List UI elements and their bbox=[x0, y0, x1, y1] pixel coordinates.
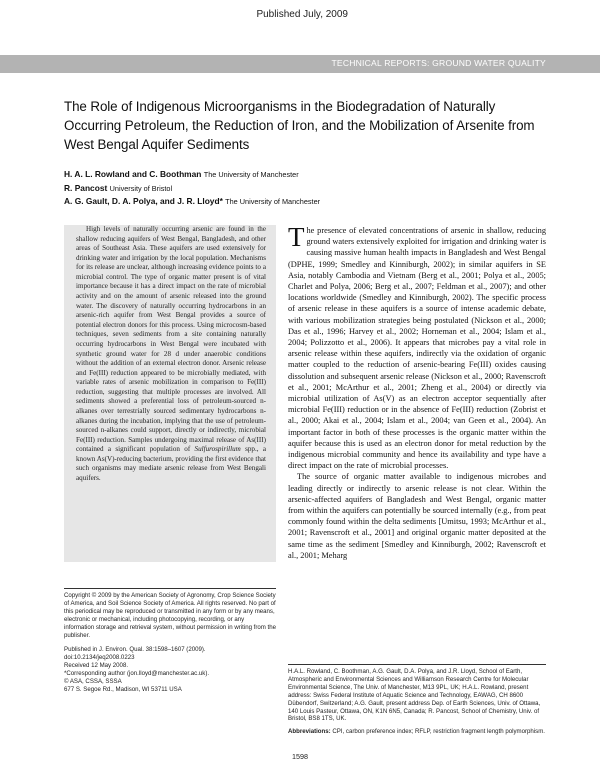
society-line: © ASA, CSSA, SSSA bbox=[64, 678, 122, 686]
citation-line: Published in J. Environ. Qual. 38:1598–1607 (2009). bbox=[64, 646, 206, 654]
author-affiliation: The University of Manchester bbox=[225, 197, 321, 206]
author-names: A. G. Gault, D. A. Polya, and J. R. Lloyd* bbox=[64, 196, 223, 206]
affiliation-footnote bbox=[288, 664, 546, 736]
section-banner bbox=[0, 55, 600, 73]
body-paragraph-2: The source of organic matter available to indigenous microbes and leading directly or indirectly to arsenic release is not clear. Within the arsenic-affected aquifers of Bangladesh and West Bengal, organic matter from within the aquifers can potentially be sourced internally (e.g., from peat commonly found within the delta sediments [Umitsu, 1993; McArthur et al., 2001; Ravenscroft et al., 2001] and original organic matter deposited at the same time as the sediment [Smedley and Kinniburgh, 2002; Ravenscroft et al., 2001; Meharg bbox=[288, 472, 546, 560]
abstract-box bbox=[64, 225, 276, 562]
abstract-part-1: High levels of naturally occurring arsenic are found in the shallow reducing aquifers of West Bengal, Bangladesh, and other areas of Southeast Asia. These aquifers are used extensively for drinking water and irrigation by the local population. Mechanisms for its release are unclear, although increasing evidence points to a microbial control. The type of organic matter present is of vital importance because it has a direct impact on the rate of microbial activity and on the amount of arsenic released into the ground water. The discovery of naturally occurring hydrocarbons in an arsenic-rich aquifer from West Bengal provides a source of potential electron donors for this process. Using microcosm-based techniques, seven sediments from a site containing naturally occurring hydrocarbons in West Bengal were incubated with synthetic ground water for 28 d under anaerobic conditions without the addition of an external electron donor. Arsenic release and Fe(III) reduction appeared to be microbially mediated, with variable rates of arsenic mobilization in comparison to Fe(III) reduction, suggesting that multiple processes are involved. All sediments showed a preferential loss of petroleum-sourced n-alkanes over terrestrially sourced sedimentary hydrocarbons n-alkanes during the incubation, implying that the use of petroleum-sourced n-alkanes could support, directly or indirectly, microbial Fe(III) reduction. Samples undergoing maximal release of As(III) contained a significant population of bbox=[76, 225, 266, 454]
abbreviations-label: Abbreviations: bbox=[288, 728, 331, 736]
drop-cap: T bbox=[288, 222, 305, 252]
page-number: 1598 bbox=[292, 752, 308, 761]
copyright-notice bbox=[64, 588, 276, 694]
section-label: TECHNICAL REPORTS: GROUND WATER QUALITY bbox=[331, 58, 546, 68]
author-affiliation: The University of Manchester bbox=[203, 170, 299, 179]
doi-line: doi:10.2134/jeq2008.0223 bbox=[64, 654, 135, 662]
author-line bbox=[64, 195, 364, 209]
author-line bbox=[64, 168, 364, 182]
main-body bbox=[288, 222, 546, 561]
published-date: Published July, 2009 bbox=[256, 9, 348, 20]
corresponding-author-line: *Corresponding author (jon.lloyd@manchester.ac.uk). bbox=[64, 670, 210, 678]
abstract-part-2: spp., a known As(V)-reducing bacterium, providing the first evidence that such organisms may mediate arsenic release from West Bengali aquifers. bbox=[76, 445, 266, 483]
abstract-text bbox=[76, 225, 266, 484]
address-line: 677 S. Segoe Rd., Madison, WI 53711 USA bbox=[64, 685, 182, 693]
abstract-organism: Sulfurospirillum bbox=[194, 445, 241, 454]
body-paragraph bbox=[288, 222, 546, 471]
author-names: R. Pancost bbox=[64, 182, 108, 193]
affiliation-text: H.A.L. Rowland, C. Boothman, A.G. Gault, D.A. Polya, and J.R. Lloyd, School of Earth, Atmospheric and Environmental Sciences and Williamson Research Centre for Molecular Environmental Science, The Univ. of Manchester, M13 9PL, UK; H.A.L. Rowland, present address: Swiss Federal Institute of Aquatic Science and Technology, EAWAG, CH 8600 Dübendorf, Switzerland; A.G. Gault, present address Dep. of Earth Sciences, Univ. of Ottawa, 140 Louis Pasteur, Ottawa, ON, K1N 6N5, Canada; R. Pancost, School of Chemistry, Univ. of Bristol, BS8 1TS, UK. bbox=[288, 668, 541, 723]
author-names: H. A. L. Rowland and C. Boothman bbox=[64, 169, 202, 179]
body-paragraph-1-text: he presence of elevated concentrations of arsenic in shallow, reducing ground waters extensively exploited for irrigation and drinking water is causing massive human health impacts in Bangladesh and West Bengal (DPHE, 1999; Smedley and Kinniburgh, 2002); in similar aquifers in SE Asia, notably Cambodia and Vietnam (Berg et al., 2001; Polya et al., 2005; Charlet and Polya, 2006; Berg et al., 2007; Feldman et al., 2007); and other locations worldwide (Smedley and Kinniburgh, 2002). The specific process of arsenic release in these aquifers is a source of intense academic debate, with various mobilization strategies being postulated (Nickson et al., 2000; Das et al., 1996; Harvey et al., 2002; Horneman et al., 2004; Islam et al., 2004; Polizzotto et al., 2006). It appears that microbes pay a vital role in arsenic release within these aquifers, indirectly via the oxidation of organic matter coupled to the reduction of arsenic-bearing Fe(III) oxides causing dissolution and subsequent arsenic release (Nickson et al., 2000; Ravenscroft et al., 2001; McArthur et al., 2001; Zheng et al., 2004) or directly via microbial utilization of As(V) as an electron acceptor sequentially after microbial Fe(III) reduction or in the absence of Fe(III) reduction (Zobrist et al., 2000; Akai et al., 2004; Islam et al., 2004; van Geen et al., 2004). An important factor in both of these processes is the organic matter within the aquifer because this is used as an electron donor for metal reduction by the indigenous microbial community and hence its availability and type have a direct impact on the rate of microbial processes. bbox=[288, 226, 546, 471]
author-affiliation: University of Bristol bbox=[109, 183, 173, 193]
abbreviations-text: CPI, carbon preference index; RFLP, restriction fragment length polymorphism. bbox=[332, 728, 545, 736]
abbreviations bbox=[288, 728, 546, 736]
author-list bbox=[64, 168, 364, 209]
author-line bbox=[64, 182, 364, 196]
received-line: Received 12 May 2008. bbox=[64, 662, 129, 670]
article-title: The Role of Indigenous Microorganisms in the Biodegradation of Naturally Occurring Petroleum, the Reduction of Iron, and the Mobilization of Arsenite from West Bengal Aquifer Sediments bbox=[64, 99, 535, 152]
copyright-text: Copyright © 2009 by the American Society of Agronomy, Crop Science Society of America, and Soil Science Society of America. All rights reserved. No part of this periodical may be reproduced or transmitted in any form or by any means, electronic or mechanical, including photocopying, recording, or any information storage and retrieval system, without permission in writing from the publisher. bbox=[64, 592, 277, 639]
